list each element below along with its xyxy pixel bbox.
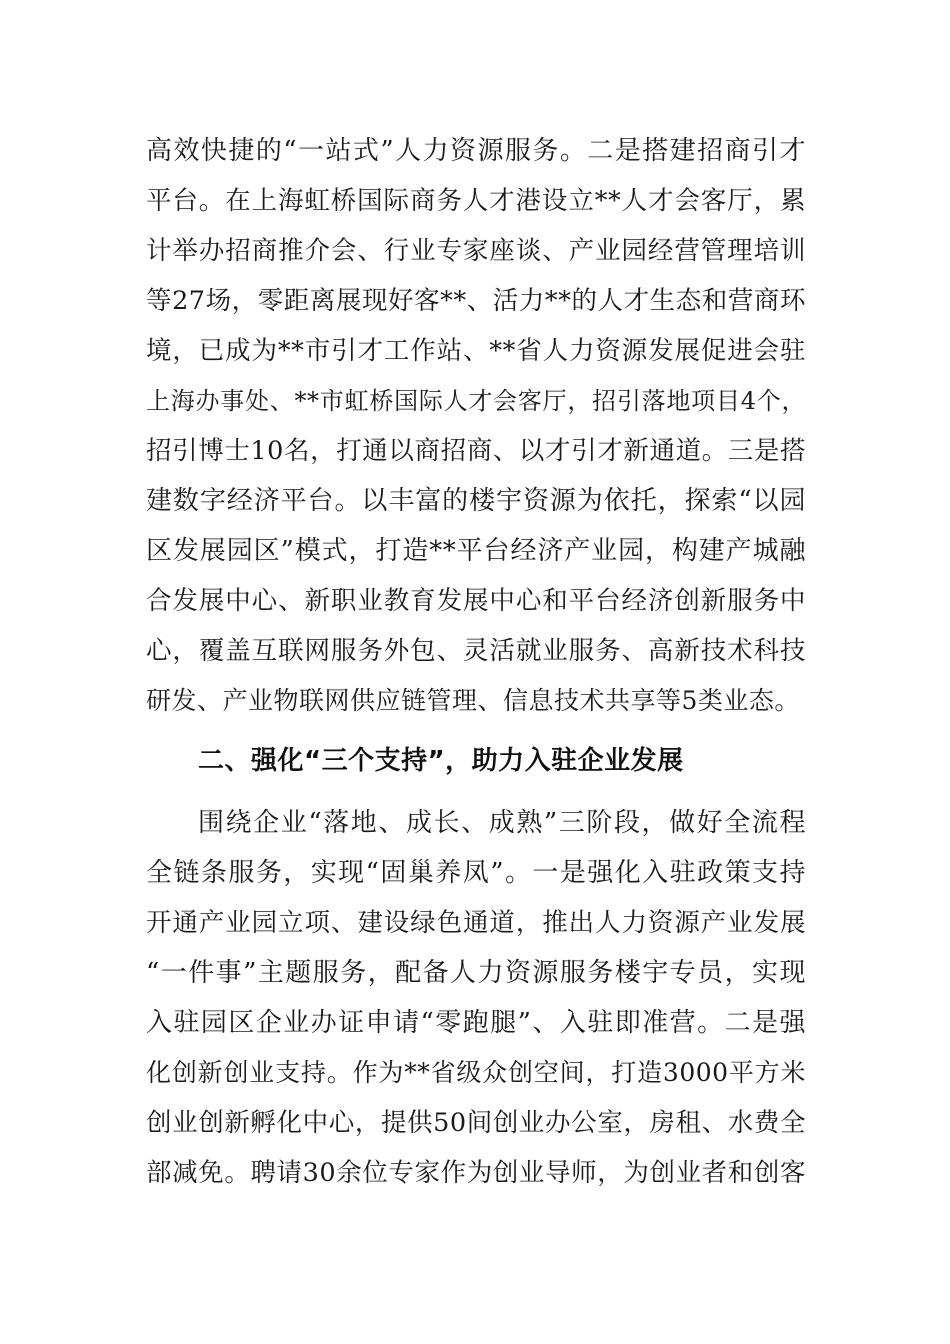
- body-text-line: 等27场，零距离展现好客**、活力**的人才生态和营商环: [146, 286, 806, 316]
- body-text-line: “一件事”主题服务，配备人力资源服务楼宇专员，实现: [146, 958, 806, 988]
- body-text-line: 围绕企业“落地、成长、成熟”三阶段，做好全流程: [198, 808, 806, 838]
- body-text-line: 境，已成为**市引才工作站、**省人力资源发展促进会驻: [146, 336, 806, 366]
- body-text-line: 招引博士10名，打通以商招商、以才引才新通道。三是搭: [146, 436, 806, 466]
- body-text-line: 部减免。聘请30余位专家作为创业导师，为创业者和创客: [146, 1158, 806, 1188]
- body-text-line: 入驻园区企业办证申请“零跑腿”、入驻即准营。二是强: [146, 1008, 806, 1038]
- body-text-line: 化创新创业支持。作为**省级众创空间，打造3000平方米: [146, 1058, 806, 1087]
- body-text-line: 开通产业园立项、建设绿色通道，推出人力资源产业发展: [146, 908, 806, 938]
- body-text-line: 全链条服务，实现“固巢养凤”。一是强化入驻政策支持: [146, 858, 806, 888]
- body-text-line: 平台。在上海虹桥国际商务人才港设立**人才会客厅，累: [146, 186, 806, 216]
- body-text-line: 上海办事处、**市虹桥国际人才会客厅，招引落地项目4个，: [146, 387, 806, 415]
- body-text-line: 高效快捷的“一站式”人力资源服务。二是搭建招商引才: [146, 136, 806, 166]
- body-text-line: 计举办招商推介会、行业专家座谈、产业园经营管理培训: [146, 236, 806, 266]
- body-text-line: 心，覆盖互联网服务外包、灵活就业服务、高新技术科技: [146, 636, 806, 666]
- section-heading: 二、强化“三个支持”，助力入驻企业发展: [198, 746, 684, 776]
- body-text-line: 区发展园区”模式，打造**平台经济产业园，构建产城融: [146, 536, 806, 566]
- body-text-line: 创业创新孵化中心，提供50间创业办公室，房租、水费全: [146, 1108, 806, 1138]
- body-text-line: 研发、产业物联网供应链管理、信息技术共享等5类业态。: [146, 686, 800, 715]
- body-text-line: 合发展中心、新职业教育发展中心和平台经济创新服务中: [146, 586, 806, 616]
- body-text-line: 建数字经济平台。以丰富的楼宇资源为依托，探索“以园: [146, 486, 806, 516]
